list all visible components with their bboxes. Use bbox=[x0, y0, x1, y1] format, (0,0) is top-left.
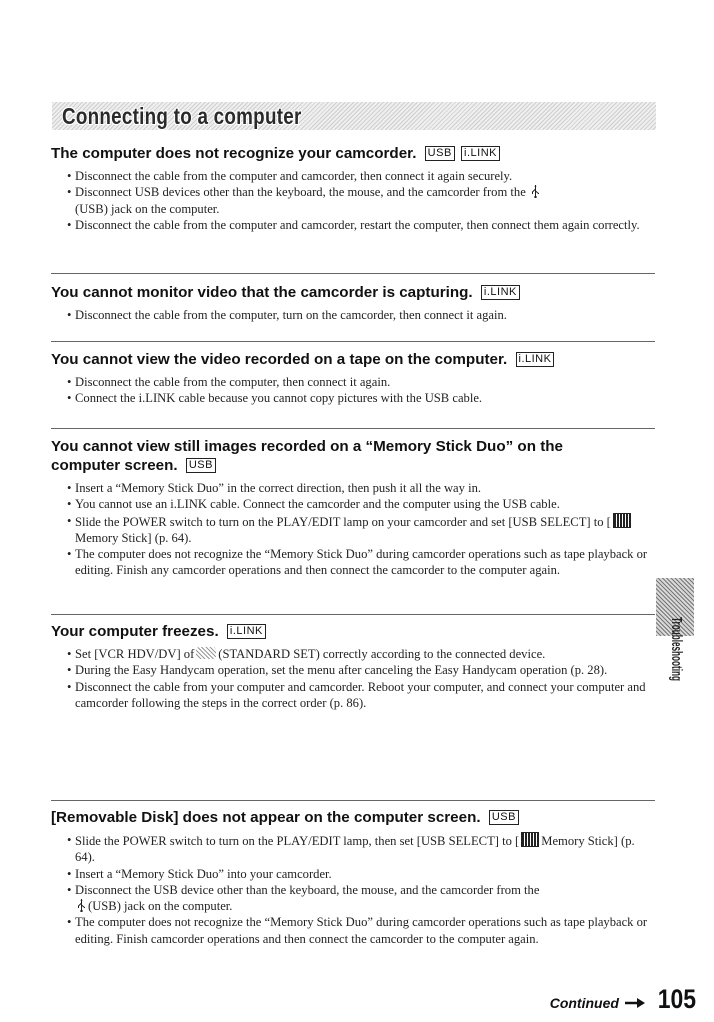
memory-stick-icon bbox=[613, 513, 631, 528]
memory-stick-icon bbox=[521, 832, 539, 847]
section-computer-not-recognize bbox=[51, 144, 657, 233]
continued-label: Continued bbox=[549, 995, 619, 1011]
section-heading: The computer does not recognize your camcorder. USB i.LINK bbox=[51, 144, 657, 163]
section-divider bbox=[51, 800, 655, 801]
list-item: • Insert a “Memory Stick Duo” into your camcorder. bbox=[67, 866, 652, 882]
ilink-badge: i.LINK bbox=[227, 624, 266, 639]
section-cannot-monitor bbox=[51, 283, 657, 323]
usb-jack-icon bbox=[531, 185, 540, 198]
section-heading: You cannot view the video recorded on a tape on the computer. i.LINK bbox=[51, 350, 657, 369]
section-divider bbox=[51, 273, 655, 274]
list-item: • Connect the i.LINK cable because you cannot copy pictures with the USB cable. bbox=[67, 390, 657, 406]
page-number: 105 bbox=[657, 984, 696, 1014]
usb-badge: USB bbox=[489, 810, 519, 825]
section-heading: [Removable Disk] does not appear on the computer screen. USB bbox=[51, 808, 657, 827]
list-item: • Disconnect the cable from the computer and camcorder, then connect it again securely. bbox=[67, 168, 657, 184]
list-item: • Disconnect the cable from the computer, turn on the camcorder, then connect it again. bbox=[67, 307, 657, 323]
list-item: • Insert a “Memory Stick Duo” in the correct direction, then push it all the way in. bbox=[67, 480, 652, 496]
section-removable-disk bbox=[51, 808, 657, 947]
side-tab-label bbox=[666, 615, 686, 685]
list-item: • Disconnect the cable from the computer and camcorder, restart the computer, then connect them again correctly. bbox=[67, 217, 657, 233]
list-item: • The computer does not recognize the “Memory Stick Duo” during camcorder operations such as tape playback or editing. Finish any camcorder operations and then connect the camcorder to the computer again. bbox=[67, 546, 652, 579]
section-computer-freezes bbox=[51, 622, 657, 711]
svg-text:Troubleshooting: Troubleshooting bbox=[668, 617, 685, 685]
list-item: • Disconnect the cable from your computer and camcorder. Reboot your computer, and connect your computer and camcorder following the steps in the correct order (p. 86). bbox=[67, 679, 652, 712]
usb-jack-icon bbox=[77, 899, 86, 912]
section-cannot-view-tape bbox=[51, 350, 657, 407]
list-item: • Slide the POWER switch to turn on the PLAY/EDIT lamp on your camcorder and set [USB SELECT] to [Memory Stick] (p. 64). bbox=[67, 513, 652, 547]
usb-badge: USB bbox=[425, 146, 455, 161]
list-item: • You cannot use an i.LINK cable. Connect the camcorder and the computer using the USB cable. bbox=[67, 496, 652, 512]
section-heading: You cannot view still images recorded on a “Memory Stick Duo” on the computer screen. USB bbox=[51, 438, 563, 474]
section-heading: You cannot monitor video that the camcorder is capturing. i.LINK bbox=[51, 283, 657, 302]
list-item: • Disconnect the USB device other than the keyboard, the mouse, and the camcorder from the (USB) jack on the computer. bbox=[67, 882, 652, 915]
standard-set-icon bbox=[196, 647, 216, 659]
list-item: • Slide the POWER switch to turn on the PLAY/EDIT lamp, then set [USB SELECT] to [ Memory Stick] (p. 64). bbox=[67, 832, 652, 866]
ilink-badge: i.LINK bbox=[461, 146, 500, 161]
banner-title: Connecting to a computer bbox=[62, 103, 302, 129]
list-item: • Set [VCR HDV/DV] of (STANDARD SET) correctly according to the connected device. bbox=[67, 646, 652, 662]
page-footer bbox=[550, 984, 696, 1015]
section-heading: Your computer freezes. i.LINK bbox=[51, 622, 657, 641]
arrow-right-icon bbox=[625, 995, 645, 1005]
list-item: • The computer does not recognize the “Memory Stick Duo” during camcorder operations such as tape playback or editing. Finish camcorder operations and then connect the camcorder to the computer again. bbox=[67, 914, 652, 947]
ilink-badge: i.LINK bbox=[516, 352, 555, 367]
section-divider bbox=[51, 614, 655, 615]
section-cannot-view-still-images bbox=[51, 437, 657, 579]
section-divider bbox=[51, 428, 655, 429]
section-divider bbox=[51, 341, 655, 342]
list-item: • During the Easy Handycam operation, set the menu after canceling the Easy Handycam operation (p. 28). bbox=[67, 662, 652, 678]
ilink-badge: i.LINK bbox=[481, 285, 520, 300]
section-banner bbox=[52, 102, 656, 130]
usb-badge: USB bbox=[186, 458, 216, 473]
list-item: • Disconnect USB devices other than the keyboard, the mouse, and the camcorder from the (USB) jack on the computer. bbox=[67, 184, 657, 217]
list-item: • Disconnect the cable from the computer, then connect it again. bbox=[67, 374, 657, 390]
